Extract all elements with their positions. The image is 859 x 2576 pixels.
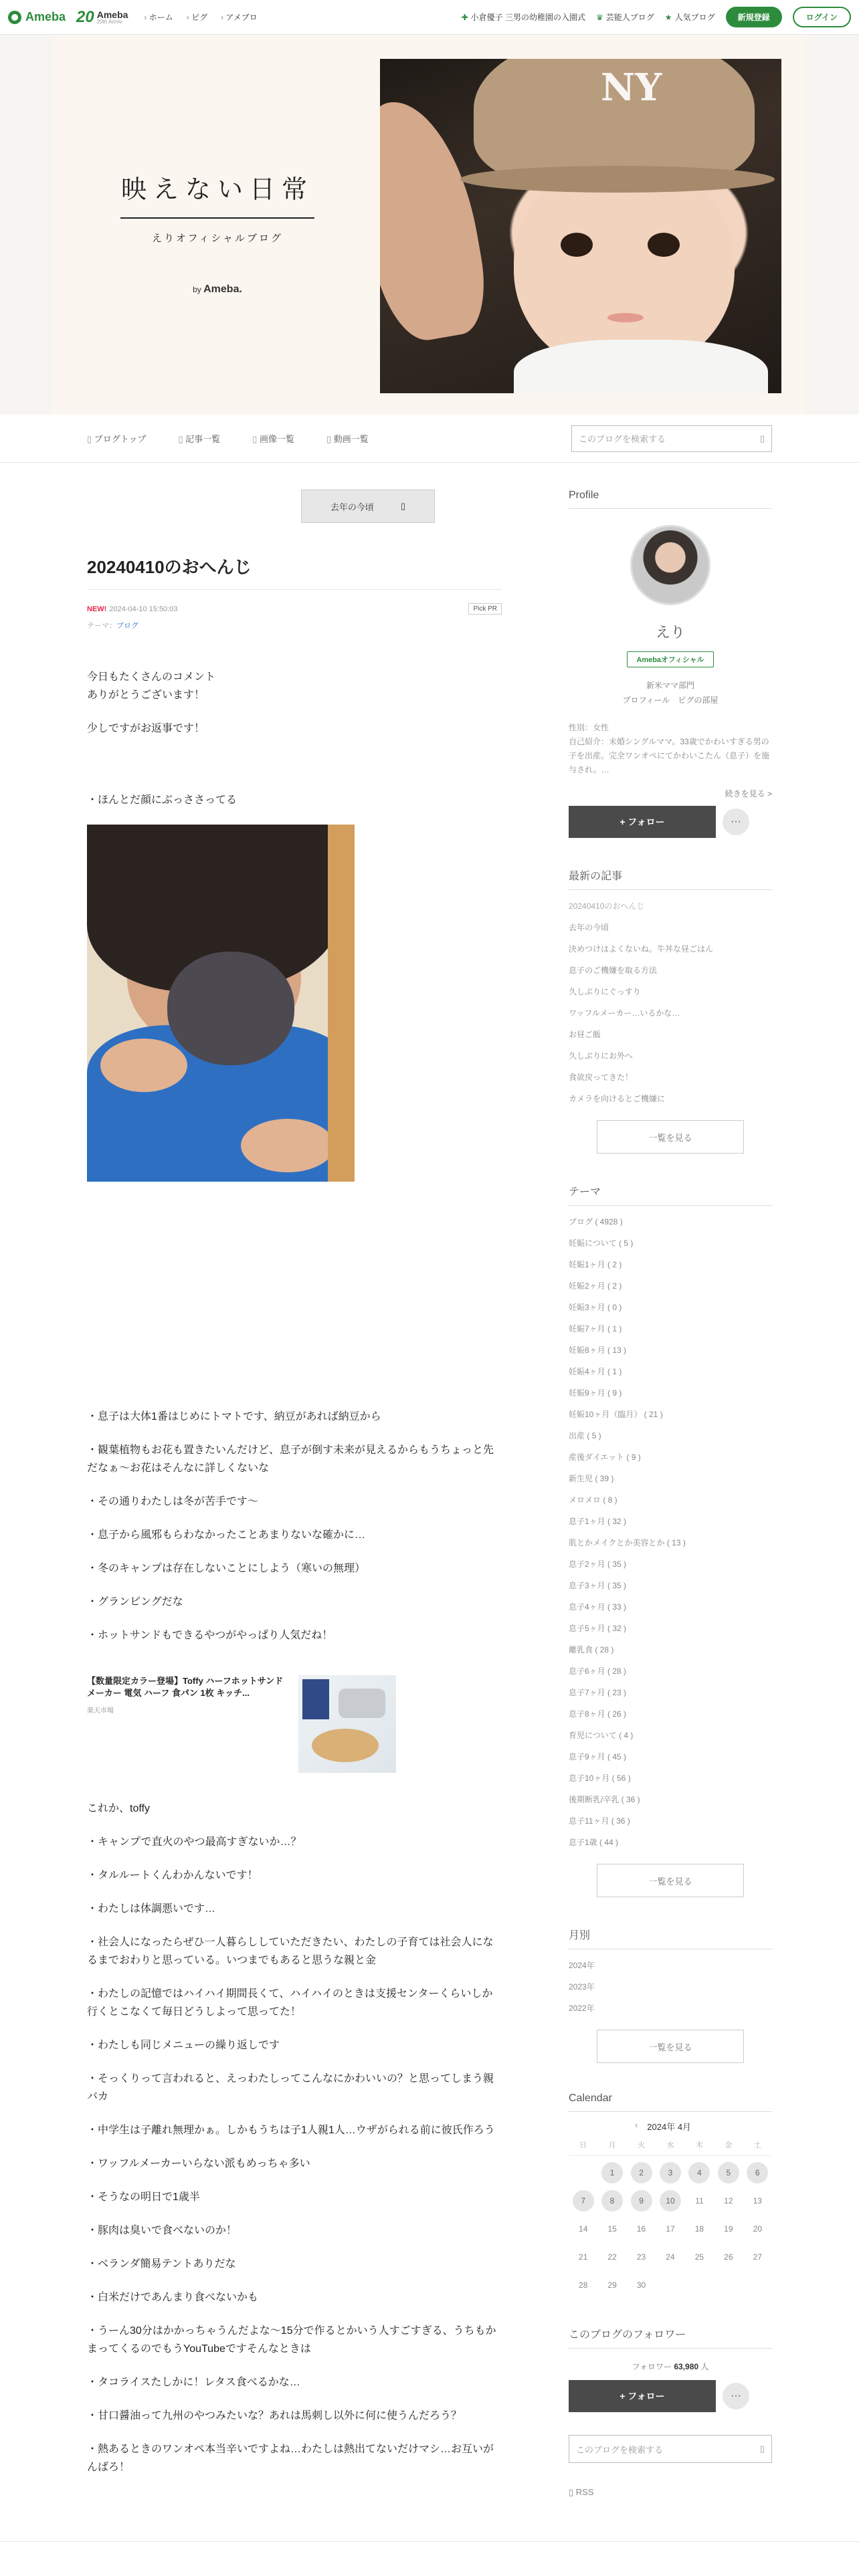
theme-item[interactable]: 妊娠8ヶ月 ( 13 ): [569, 1346, 627, 1355]
calendar-day: 22: [607, 2252, 617, 2262]
article-datetime: 2024-04-10 15:50:03: [109, 605, 178, 613]
article-title: 20240410のおへんじ: [87, 554, 502, 590]
paragraph: ・息子から風邪もらわなかったことあまりないな確かに…: [87, 1529, 366, 1541]
calendar-heading: Calendar: [569, 2092, 772, 2112]
paragraph: ・社会人になったらぜひ一人暮らししていただきたい、わたしの子育ては社会人になるまでおわりと思っている。いつまでもあると思うな親と金: [87, 1937, 494, 1966]
paragraph: ・観葉植物もお花も置きたいんだけど、息子が倒す未来が見えるからもうちょっと先だなぁ〜お花はそんなに詳しくないな: [87, 1444, 494, 1474]
promo-link-news[interactable]: [462, 11, 585, 23]
theme-label: テーマ：: [87, 622, 116, 630]
paragraph: これか、toffy: [87, 1803, 150, 1814]
sidebar-search-placeholder: このブログを検索する: [576, 2444, 664, 2455]
theme-item[interactable]: 息子8ヶ月 ( 26 ): [569, 1709, 627, 1719]
star-icon: ★: [664, 12, 672, 22]
calendar-day: 30: [636, 2280, 646, 2290]
blog-nav-entries[interactable]: ▯ 記事一覧: [178, 432, 220, 445]
calendar-day: 13: [753, 2196, 762, 2206]
theme-item[interactable]: 息子11ヶ月 ( 36 ): [569, 1816, 630, 1826]
recent-post-item[interactable]: カメラを向けるとご機嫌に: [569, 1094, 666, 1103]
calendar-dow: 日: [579, 2141, 587, 2149]
theme-item[interactable]: 産後ダイエット ( 9 ): [569, 1453, 641, 1462]
profile-more-link[interactable]: 続きを見る >: [725, 789, 772, 798]
anniversary-logo[interactable]: [76, 8, 128, 27]
calendar-divider: [569, 2155, 772, 2156]
photo-cap-brim: [460, 166, 775, 193]
calendar-dow: 火: [638, 2141, 646, 2149]
hero-by-brand: Ameba.: [203, 284, 242, 295]
theme-list-button[interactable]: 一覧を見る: [597, 1864, 744, 1897]
recent-post-item[interactable]: 決めつけはよくないね。牛丼な昼ごはん: [569, 944, 714, 954]
calendar-day[interactable]: 8: [597, 2189, 626, 2212]
theme-item[interactable]: 妊娠7ヶ月 ( 1 ): [569, 1324, 622, 1333]
recent-post-item[interactable]: 息子のご機嫌を取る方法: [569, 966, 658, 975]
theme-item[interactable]: 後期断乳/卒乳 ( 36 ): [569, 1795, 640, 1804]
profile-name[interactable]: えり: [655, 624, 685, 641]
theme-item[interactable]: 息子3ヶ月 ( 35 ): [569, 1581, 627, 1590]
blog-search-input[interactable]: [571, 425, 772, 452]
paragraph: ・キャンプで直火のやつ最高すぎないか…？: [87, 1836, 302, 1848]
footer-divider: [0, 2541, 859, 2542]
calendar-day: 14: [579, 2224, 588, 2234]
article-photo-boy[interactable]: [87, 825, 355, 1182]
intro-line-2: 少しですがお返事です！: [87, 723, 205, 734]
theme-item[interactable]: 息子4ヶ月 ( 33 ): [569, 1602, 627, 1612]
hero-divider: [120, 217, 314, 219]
month-list: [569, 1955, 772, 2019]
recent-post-item[interactable]: 食欲戻ってきた！: [569, 1073, 634, 1082]
paragraph: ・中学生は子離れ無理かぁ。しかもうちは子1人親1人…ウザがられる前に彼氏作ろう: [87, 2125, 495, 2136]
rss-label: RSS: [575, 2487, 594, 2497]
product-ad[interactable]: [87, 1675, 502, 1773]
calendar-day: 19: [724, 2224, 733, 2234]
ameba-logo-text: Ameba: [25, 10, 66, 23]
theme-item[interactable]: 出産 ( 5 ): [569, 1431, 601, 1440]
profile-category[interactable]: 新米ママ部門: [646, 681, 694, 690]
photo-arm-1: [100, 1039, 187, 1092]
profile-description: 性別：女性 自己紹介：未婚シングルママ。33歳でかわいすぎる男の子を出産。完全ワンオペにてかわいこたん（息子）を施与され。…: [569, 723, 770, 774]
ameba-logo[interactable]: [8, 10, 66, 24]
ameba-logo-icon: [8, 11, 21, 24]
promo-link-celebrity-label: 芸能人ブログ: [605, 13, 654, 22]
theme-item[interactable]: 息子2ヶ月 ( 35 ): [569, 1560, 627, 1569]
hero-baby-photo: [380, 59, 781, 393]
calendar-day[interactable]: 4: [685, 2161, 714, 2184]
calendar-day: 25: [694, 2252, 704, 2262]
theme-item[interactable]: 妊娠4ヶ月 ( 1 ): [569, 1367, 622, 1376]
theme-item[interactable]: 妊娠3ヶ月 ( 0 ): [569, 1303, 622, 1312]
paragraph: ・冬のキャンプは存在しないことにしよう（寒いの無理）: [87, 1563, 366, 1574]
month-item[interactable]: 2023年: [569, 1982, 595, 1992]
photo-arm-2: [241, 1119, 335, 1172]
blog-header: [0, 35, 859, 415]
theme-item[interactable]: 息子1歳 ( 44 ): [569, 1838, 619, 1847]
paragraph: ・息子は大体1番はじめにトマトです、納豆があれば納豆から: [87, 1411, 381, 1422]
nav-ameblo[interactable]: › アメブロ: [221, 11, 258, 23]
blog-nav-links: [87, 432, 369, 445]
last-year-label: 去年の今頃: [330, 502, 374, 512]
paragraph: ・わたしは体調悪いです…: [87, 1903, 216, 1915]
month-list-button[interactable]: 一覧を見る: [597, 2030, 744, 2063]
article-body: [87, 668, 502, 2476]
article-column: [87, 490, 502, 2492]
theme-item[interactable]: 妊娠について ( 5 ): [569, 1239, 634, 1248]
follow-row-2: [569, 2380, 772, 2412]
paragraph: ・ワッフルメーカーいらない派もめっちゃ多い: [87, 2158, 310, 2169]
spacer: [87, 1182, 502, 1408]
recent-post-item[interactable]: ワッフルメーカー…いるかな…: [569, 1008, 680, 1018]
calendar-day: 16: [636, 2224, 646, 2234]
month-item[interactable]: 2024年: [569, 1961, 595, 1970]
paragraph: ・熱あるときのワンオペ本当辛いですよね…わたしは熱出てないだけマシ…お互いがんばろ！: [87, 2444, 494, 2473]
calendar-dow: 土: [753, 2141, 761, 2149]
theme-item[interactable]: 離乳食 ( 28 ): [569, 1645, 614, 1654]
theme-item[interactable]: 息子7ヶ月 ( 23 ): [569, 1688, 627, 1697]
calendar-header-spacer: [700, 2120, 706, 2133]
theme-item[interactable]: 妊娠2ヶ月 ( 2 ): [569, 1281, 622, 1291]
sidebar-search-input[interactable]: [569, 2435, 772, 2463]
paragraph-group-a: [87, 1408, 502, 1644]
blog-title: 映えない日常: [120, 175, 314, 204]
plus-icon: ✚: [461, 12, 468, 22]
nav-pigg[interactable]: › ピグ: [187, 11, 207, 23]
calendar-day: 26: [724, 2252, 733, 2262]
product-ad-image[interactable]: [298, 1675, 396, 1773]
theme-item[interactable]: 肌とかメイクとか美容とか ( 13 ): [569, 1538, 686, 1547]
followers-heading: このブログのフォロワー: [569, 2326, 772, 2349]
global-header: [0, 0, 859, 35]
paragraph: ・うーん30分はかかっちゃうんだよな〜15分で作るとかいう人すごすぎる、うちもかまってくるのでもうYouTubeですそんなときは: [87, 2325, 496, 2355]
calendar-grid: [569, 2139, 772, 2296]
follow-row: [569, 806, 772, 838]
calendar-day: 24: [666, 2252, 675, 2262]
external-icon: ▯: [400, 501, 406, 511]
theme-item[interactable]: ブログ ( 4928 ): [569, 1217, 623, 1226]
paragraph: ・タルルートくんわかんないです！: [87, 1870, 258, 1881]
product-ad-title[interactable]: 【数量限定カラー登場】Toffy ハーフホットサンドメーカー 電気 ハーフ 食パン 1枚 キッチ...: [87, 1676, 284, 1698]
rss-icon: ▯: [569, 2487, 576, 2497]
blog-nav-videos[interactable]: ▯ 動画一覧: [326, 432, 369, 445]
ad-image-food: [312, 1729, 379, 1762]
calendar-day: 29: [607, 2280, 617, 2290]
calendar-dow: 月: [608, 2141, 616, 2149]
calendar-day[interactable]: 9: [627, 2189, 656, 2212]
calendar-day[interactable]: 5: [714, 2161, 743, 2184]
paragraph: ・豚肉は臭いで食べないのか！: [87, 2225, 237, 2236]
login-button[interactable]: ログイン: [793, 7, 851, 27]
calendar-day[interactable]: 7: [569, 2189, 597, 2212]
calendar-day: 15: [607, 2224, 617, 2234]
paragraph: ・そっくりって言われると、えっわたしってこんなにかわいいの？と思ってしまう親バカ: [87, 2073, 494, 2103]
article-theme: [87, 620, 502, 631]
article-meta: [87, 603, 502, 615]
recent-post-item[interactable]: お昼ご飯: [569, 1030, 601, 1039]
theme-list: [569, 1211, 772, 1853]
photo-eye-right: [648, 233, 680, 257]
recent-posts-list: [569, 895, 772, 1109]
hero-by-ameba: [120, 284, 314, 296]
calendar-day: 27: [753, 2252, 762, 2262]
paragraph: ・ベランダ簡易テントありだな: [87, 2258, 236, 2270]
hero-banner[interactable]: [54, 35, 805, 415]
paragraph: ・わたしの記憶ではハイハイ期間長くて、ハイハイのときは支援センターくらいしか行くとこなくて毎日どうしよって思ってた！: [87, 1988, 493, 2018]
profile-heading: Profile: [569, 490, 772, 509]
followers-number: 63,980: [674, 2362, 699, 2371]
theme-heading: テーマ: [569, 1183, 772, 1206]
calendar-dow: 水: [666, 2141, 674, 2149]
paragraph: ・わたしも同じメニューの繰り返しです: [87, 2040, 280, 2051]
signup-button[interactable]: 新規登録: [726, 7, 782, 27]
recent-post-item[interactable]: 久しぶりにお外へ: [569, 1051, 634, 1061]
followers-unit: 人: [700, 2362, 709, 2371]
paragraph: ・その通りわたしは冬が苦手です〜: [87, 1496, 259, 1507]
photo-eye-left: [561, 233, 593, 257]
calendar-day: 12: [724, 2196, 733, 2206]
last-year-button[interactable]: [301, 490, 435, 523]
profile-tags: [569, 678, 772, 708]
photo-mouth: [607, 313, 644, 322]
crown-icon: ♛: [596, 12, 603, 22]
calendar-day[interactable]: 6: [743, 2161, 772, 2184]
recent-posts-section: [569, 867, 772, 1154]
pick-pr-button[interactable]: Pick PR: [468, 603, 502, 615]
photo-bib: [514, 340, 768, 393]
calendar-header: [569, 2120, 772, 2133]
paragraph: ・白米だけであんまり食べないかも: [87, 2292, 259, 2303]
avatar[interactable]: [630, 525, 710, 605]
promo-link-celebrity[interactable]: [596, 11, 654, 23]
product-ad-text: [87, 1675, 288, 1773]
monthly-section: [569, 1927, 772, 2063]
cap-logo: NY: [601, 66, 662, 110]
hero-title-block: [120, 169, 314, 296]
theme-item[interactable]: 育児について ( 4 ): [569, 1731, 634, 1740]
ad-image-tag: [302, 1679, 329, 1719]
calendar-day: 21: [579, 2252, 588, 2262]
calendar-month: 2024年 4月: [647, 2122, 692, 2132]
search-icon[interactable]: ▯: [759, 2444, 765, 2454]
calendar-day: 17: [666, 2224, 675, 2234]
month-item[interactable]: 2022年: [569, 2004, 595, 2013]
more-options-button[interactable]: ···: [723, 809, 749, 835]
recent-heading: 最新の記事: [569, 867, 772, 890]
theme-item[interactable]: 息子5ヶ月 ( 32 ): [569, 1624, 627, 1633]
calendar-dow: 木: [695, 2141, 703, 2149]
new-badge: NEW!: [87, 605, 107, 613]
pigg-room-link[interactable]: ピグの部屋: [678, 695, 719, 705]
paragraph: ・そうなの明日で1歳半: [87, 2191, 200, 2203]
theme-item[interactable]: 新生児 ( 39 ): [569, 1474, 614, 1483]
anniversary-subtitle: 20th Anniv.: [96, 18, 123, 25]
blog-nav-top[interactable]: ▯ ブログトップ: [87, 432, 146, 445]
product-ad-shop: 楽天市場: [87, 1707, 114, 1715]
recent-list-button[interactable]: 一覧を見る: [597, 1120, 744, 1154]
paragraph-group-b: [87, 1800, 502, 2476]
profile-link[interactable]: プロフィール: [622, 695, 670, 705]
calendar-day[interactable]: 1: [597, 2161, 626, 2184]
calendar-day: 11: [695, 2196, 704, 2206]
anniversary-text: [97, 10, 128, 25]
follow-button[interactable]: + フォロー: [569, 806, 716, 838]
header-right: [462, 7, 851, 27]
blog-nav: [0, 415, 859, 463]
calendar-day: 23: [636, 2252, 646, 2262]
official-badge: Amebaオフィシャル: [627, 651, 714, 667]
calendar-section: [569, 2092, 772, 2296]
paragraph: ・ホットサンドもできるやつがやっぱり人気だね！: [87, 1630, 333, 1641]
theme-item[interactable]: 息子10ヶ月 ( 56 ): [569, 1774, 631, 1783]
paragraph: ・グランピングだな: [87, 1596, 183, 1608]
bullet-face: ・ほんとだ顔にぶっささってる: [87, 794, 237, 806]
calendar-day: 18: [694, 2224, 704, 2234]
paragraph: ・タコライスたしかに！レタス食べるかな…: [87, 2377, 300, 2388]
ad-image-toaster: [339, 1689, 385, 1718]
calendar-day: 20: [753, 2224, 762, 2234]
theme-item[interactable]: 妊娠10ヶ月（臨月） ( 21 ): [569, 1410, 663, 1419]
theme-item[interactable]: 息子9ヶ月 ( 45 ): [569, 1752, 627, 1761]
calendar-day[interactable]: 3: [656, 2161, 684, 2184]
promo-link-news-label: 小倉優子 三男の幼稚園の入園式: [470, 13, 586, 22]
blog-search-placeholder: このブログを検索する: [579, 434, 666, 444]
photo-rack: [328, 825, 355, 1182]
promo-link-popular-label: 人気ブログ: [674, 13, 715, 22]
recent-post-item[interactable]: 去年の今頃: [569, 923, 609, 932]
calendar-day[interactable]: 10: [656, 2189, 684, 2212]
intro-line-1: 今日もたくさんのコメント ありがとうございます！: [87, 671, 216, 701]
followers-section: [569, 2326, 772, 2412]
calendar-empty: [569, 2161, 597, 2184]
anniversary-number: 20: [76, 7, 94, 26]
theme-item[interactable]: 息子1ヶ月 ( 32 ): [569, 1517, 627, 1526]
calendar-day: 28: [579, 2280, 588, 2290]
nav-home[interactable]: › ホーム: [144, 11, 173, 23]
theme-item[interactable]: メロメロ ( 8 ): [569, 1495, 617, 1505]
month-heading: 月別: [569, 1927, 772, 1949]
blog-subtitle: えりオフィシャルブログ: [151, 232, 284, 244]
theme-item[interactable]: 妊娠1ヶ月 ( 2 ): [569, 1260, 622, 1269]
recent-post-item[interactable]: 20240410のおへんじ: [569, 901, 645, 911]
search-icon[interactable]: ▯: [759, 433, 765, 443]
follow-button-2[interactable]: + フォロー: [569, 2380, 716, 2412]
followers-count: [569, 2361, 772, 2372]
theme-item[interactable]: 息子6ヶ月 ( 28 ): [569, 1667, 627, 1676]
anniversary-title: Ameba: [96, 9, 128, 20]
recent-post-item[interactable]: 久しぶりにぐっすり: [569, 987, 641, 996]
sidebar: [569, 490, 772, 2498]
hero-by-text: by: [193, 285, 201, 294]
calendar-day[interactable]: 2: [627, 2161, 656, 2184]
theme-item[interactable]: 妊娠9ヶ月 ( 9 ): [569, 1388, 622, 1398]
calendar-prev-icon[interactable]: ‹: [634, 2120, 638, 2130]
theme-section: [569, 1183, 772, 1897]
followers-label: フォロワー: [632, 2362, 672, 2371]
profile-links: [569, 693, 772, 708]
global-nav: [144, 11, 257, 23]
more-options-button-2[interactable]: ···: [723, 2383, 749, 2409]
photo-cup: [167, 952, 294, 1065]
rss-link[interactable]: [569, 2487, 772, 2498]
calendar-dow: 金: [725, 2141, 733, 2149]
promo-link-popular[interactable]: [665, 11, 715, 23]
paragraph: ・甘口醤油って九州のやつみたいな？あれは馬刺し以外に何に使うんだろう？: [87, 2410, 462, 2422]
theme-link[interactable]: ブログ: [116, 622, 138, 630]
blog-nav-images[interactable]: ▯ 画像一覧: [252, 432, 294, 445]
